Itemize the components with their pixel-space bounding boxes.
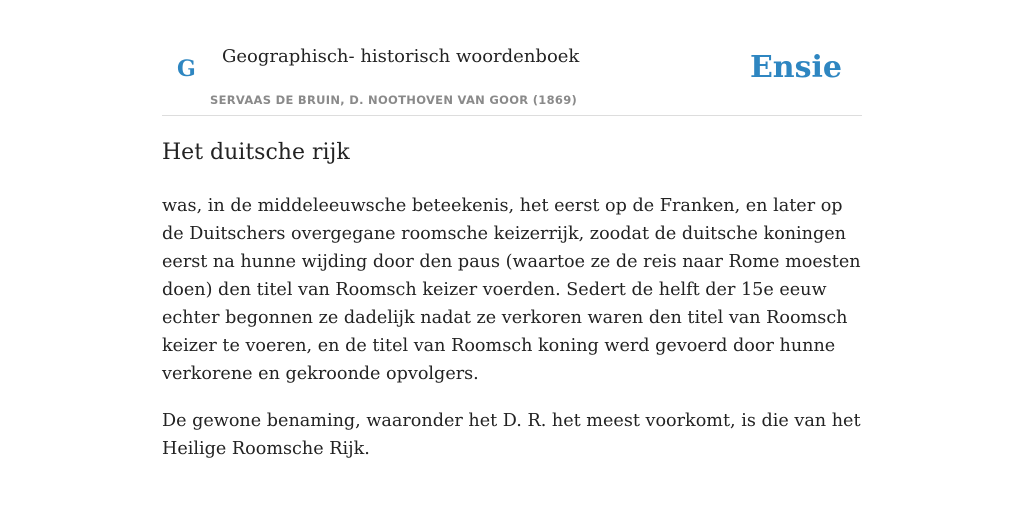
entry-paragraph: De gewone benaming, waaronder het D. R. het meest voorkomt, is die van het Heilige Roomsche Rijk. <box>162 411 861 459</box>
entry-title: Het duitsche rijk <box>162 140 350 165</box>
book-authors: SERVAAS DE BRUIN, D. NOOTHOVEN VAN GOOR (1869) <box>210 93 578 107</box>
book-title-link[interactable]: Geographisch- historisch woordenboek <box>222 46 580 67</box>
book-header <box>162 40 862 116</box>
book-letter-icon: G <box>177 56 196 82</box>
entry-paragraph: was, in de middeleeuwsche beteekenis, het eerst op de Franken, en later op de Duitschers overgegane roomsche keizerrijk, zoodat de duitsche koningen eerst na hunne wijding door den paus (waartoe ze de reis naar Rome moesten doen) den titel van Roomsch keizer voerden. Sedert de helft der 15e eeuw echter begonnen ze dadelijk nadat ze verkoren waren den titel van Roomsch keizer te voeren, en de titel van Roomsch koning werd gevoerd door hunne verkorene en gekroonde opvolgers. <box>162 196 861 384</box>
ensie-logo-link[interactable]: Ensie <box>749 50 842 85</box>
entry-body <box>162 192 866 482</box>
